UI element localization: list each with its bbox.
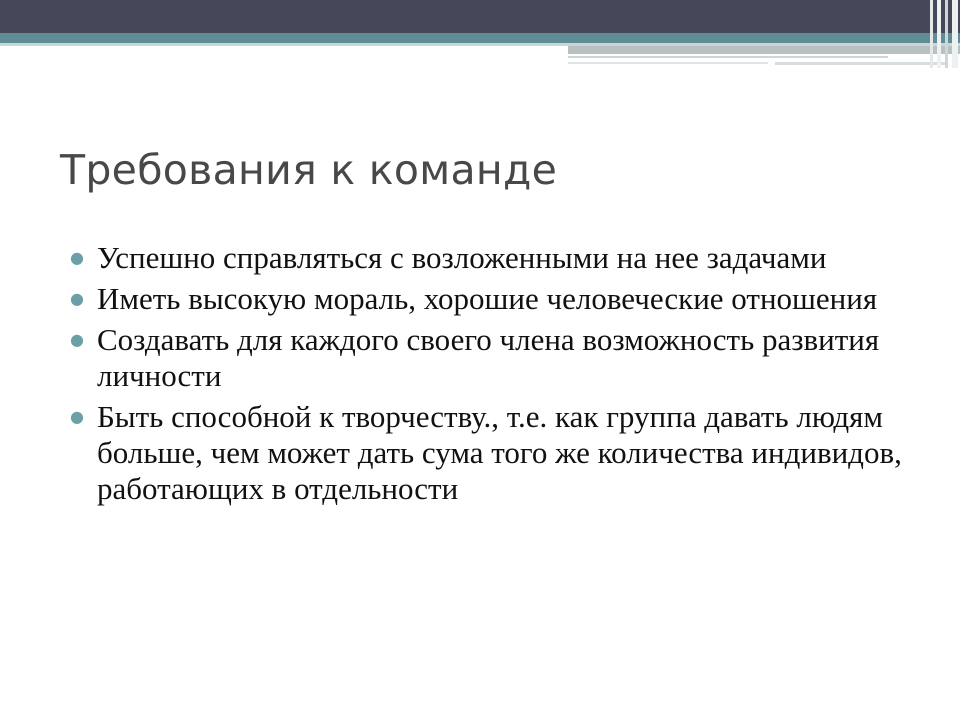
header-line-left xyxy=(568,62,768,64)
bullet-dot-icon: ● xyxy=(70,248,84,267)
header-line-right xyxy=(775,62,945,65)
header-band-dark xyxy=(0,0,960,33)
header-stripe xyxy=(945,0,948,68)
bullet-text: Успешно справляться с возложенными на нее задачами xyxy=(97,240,827,275)
bullet-item xyxy=(68,281,928,317)
bullet-dot-icon: ● xyxy=(70,407,84,426)
header-stripe xyxy=(937,0,941,68)
slide-title: Требования к команде xyxy=(60,146,558,194)
header-band-teal xyxy=(0,33,960,43)
bullet-text: Иметь высокую мораль, хорошие человеческие отношения xyxy=(97,281,878,316)
bullet-item xyxy=(68,240,928,276)
header-line xyxy=(568,56,888,58)
bullet-text: Создавать для каждого своего члена возможность развития личности xyxy=(97,322,880,393)
bullet-list xyxy=(68,240,928,512)
header-stripe xyxy=(952,0,958,68)
bullet-dot-icon: ● xyxy=(70,289,84,308)
bullet-item xyxy=(68,399,928,507)
bullet-text: Быть способной к творчеству., т.е. как группа давать людям больше, чем может дать сума того же количества индивидов, работающих в отдельности xyxy=(97,399,902,506)
header-band-grey xyxy=(568,46,960,54)
bullet-item xyxy=(68,322,928,394)
header-stripe xyxy=(930,0,933,68)
bullet-dot-icon: ● xyxy=(70,330,84,349)
